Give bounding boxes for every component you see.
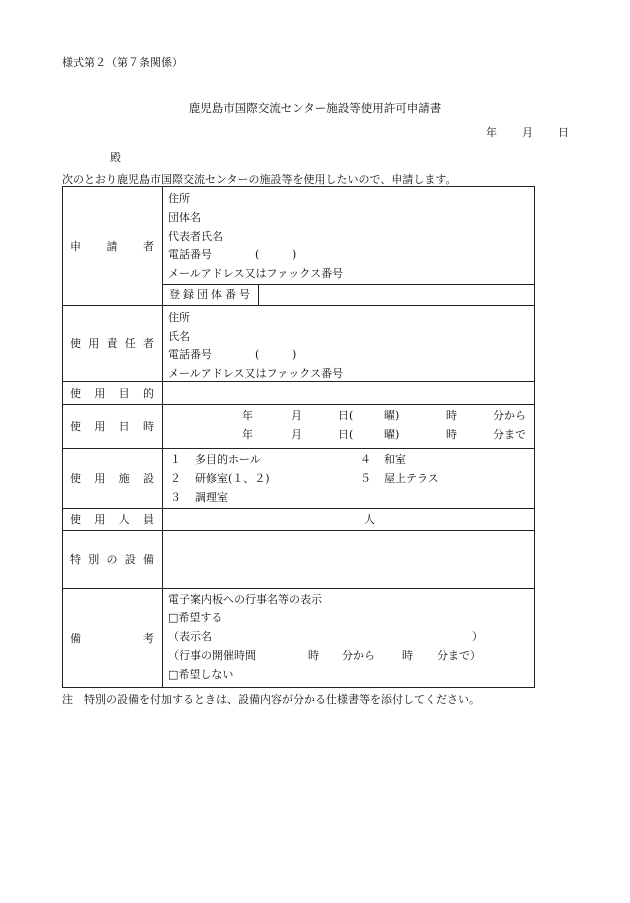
facility-1-name: 多目的ホール bbox=[195, 453, 261, 466]
event-time-hour2: 時 bbox=[402, 649, 413, 662]
datetime-label: 使 用 日 時 bbox=[70, 420, 154, 433]
applicant-contact-label: メールアドレス又はファックス番号 bbox=[168, 267, 344, 280]
event-time-hour1: 時 bbox=[308, 649, 319, 662]
start-minute: 分から bbox=[493, 409, 526, 422]
end-year: 年 bbox=[242, 428, 253, 441]
applicant-group-label: 団体名 bbox=[168, 211, 201, 224]
registration-number-label: 登録団体番号 bbox=[169, 288, 253, 301]
start-year: 年 bbox=[242, 409, 253, 422]
end-weekday: 曜) bbox=[384, 428, 400, 441]
applicant-address-label: 住所 bbox=[168, 192, 190, 205]
remarks-label: 備 考 bbox=[70, 631, 154, 645]
facility-2-number: ２ bbox=[170, 472, 181, 485]
facilities-label: 使 用 施 設 bbox=[70, 472, 154, 485]
end-minute: 分まで bbox=[493, 428, 526, 441]
facility-3-number: ３ bbox=[170, 491, 181, 504]
display-name-open: （表示名 bbox=[168, 630, 212, 643]
facility-4-name: 和室 bbox=[384, 453, 406, 466]
people-unit: 人 bbox=[364, 513, 375, 526]
end-day: 日( bbox=[338, 428, 354, 441]
facility-1-number: １ bbox=[170, 453, 181, 466]
facility-4-number: ４ bbox=[360, 453, 371, 466]
option-display-yes[interactable]: □希望する bbox=[168, 611, 223, 624]
facility-3-name: 調理室 bbox=[195, 491, 228, 504]
applicant-phone-open: ( bbox=[255, 248, 260, 261]
end-hour: 時 bbox=[446, 428, 457, 441]
event-time-min2: 分まで） bbox=[437, 649, 481, 662]
responsible-phone-label: 電話番号 bbox=[168, 348, 212, 361]
addressee-suffix: 殿 bbox=[110, 151, 121, 164]
responsible-address-label: 住所 bbox=[168, 311, 190, 324]
remarks-heading: 電子案内板への行事名等の表示 bbox=[168, 593, 322, 606]
equipment-label: 特 別 の 設 備 bbox=[70, 553, 154, 566]
application-form-table bbox=[62, 186, 535, 688]
purpose-label: 使 用 目 的 bbox=[70, 386, 154, 400]
page-title: 鹿児島市国際交流センター施設等使用許可申請書 bbox=[188, 101, 442, 115]
applicant-label: 申 請 者 bbox=[70, 239, 154, 253]
responsible-label: 使 用 責 任 者 bbox=[70, 337, 154, 350]
option-display-no[interactable]: □希望しない bbox=[168, 668, 234, 681]
end-month: 月 bbox=[291, 428, 302, 441]
responsible-phone-close: ) bbox=[292, 348, 297, 361]
applicant-phone-label: 電話番号 bbox=[168, 248, 212, 261]
facility-2-name: 研修室(１、２) bbox=[195, 472, 270, 485]
applicant-representative-label: 代表者氏名 bbox=[168, 230, 223, 243]
intro-text: 次のとおり鹿児島市国際交流センターの施設等を使用したいので、申請します。 bbox=[62, 173, 457, 186]
facility-5-name: 屋上テラス bbox=[384, 472, 439, 485]
start-day: 日( bbox=[338, 409, 354, 422]
facility-5-number: ５ bbox=[360, 472, 371, 485]
display-name-close: ） bbox=[472, 630, 483, 643]
date-month: 月 bbox=[522, 126, 533, 139]
date-day: 日 bbox=[558, 126, 569, 139]
responsible-contact-label: メールアドレス又はファックス番号 bbox=[168, 367, 344, 380]
date-year: 年 bbox=[486, 126, 497, 139]
event-time-prefix: （行事の開催時間 bbox=[168, 649, 256, 662]
event-time-min1: 分から bbox=[342, 649, 375, 662]
start-hour: 時 bbox=[446, 409, 457, 422]
people-label: 使 用 人 員 bbox=[70, 513, 154, 526]
start-month: 月 bbox=[291, 409, 302, 422]
form-number: 様式第２（第７条関係） bbox=[62, 56, 183, 69]
responsible-phone-open: ( bbox=[255, 348, 260, 361]
footnote: 注 特別の設備を付加するときは、設備内容が分かる仕様書等を添付してください。 bbox=[62, 693, 480, 706]
start-weekday: 曜) bbox=[384, 409, 400, 422]
applicant-phone-close: ) bbox=[292, 248, 297, 261]
responsible-name-label: 氏名 bbox=[168, 330, 190, 343]
